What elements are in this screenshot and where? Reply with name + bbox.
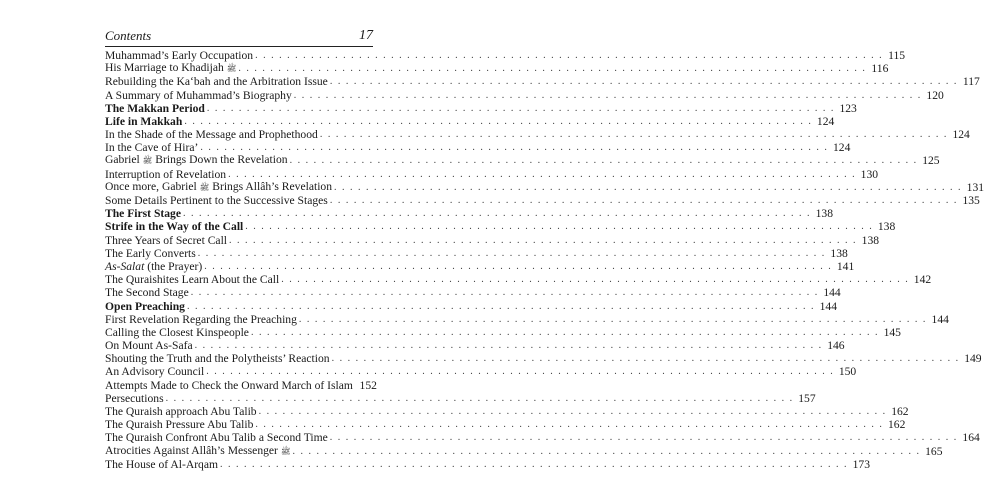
toc-entry-title-text: The Quraishites Learn About the Call [105, 273, 280, 287]
toc-entry-title-text: Once more, Gabriel [105, 179, 197, 193]
toc-entry-page: 138 [861, 233, 880, 247]
toc-entry-title [105, 313, 299, 326]
running-header-title: Contents [105, 28, 152, 43]
toc-entry-title [105, 180, 334, 194]
toc-entry-title-text: Open Preaching [105, 299, 185, 313]
toc-entry-page: 120 [926, 88, 944, 102]
toc-entry [105, 194, 980, 208]
toc-entry-title-text: Gabriel [105, 153, 140, 167]
toc-entry-title [105, 115, 184, 128]
toc-entry [105, 207, 833, 221]
toc-entry-page: 115 [888, 48, 906, 62]
toc-entry-title-text: Persecutions [105, 391, 164, 405]
dot-leader [195, 339, 823, 352]
toc-entry-title-text: The Quraish approach Abu Talib [105, 405, 257, 419]
toc-entry-title [105, 234, 229, 247]
toc-entry-page: 157 [798, 391, 816, 405]
running-header-page-number: 17 [359, 28, 373, 43]
toc-entry-page: 124 [832, 141, 851, 155]
toc-entry-title-text: A Summary of Muhammad’s Biography [105, 88, 292, 102]
dot-leader [204, 260, 832, 273]
dot-leader [184, 115, 812, 128]
dot-leader [187, 300, 815, 313]
toc-entry [105, 114, 835, 128]
toc-entry-title-text: Brings Down the Revelation [155, 153, 288, 167]
toc-entry [105, 88, 944, 102]
toc-entry [105, 339, 845, 353]
toc-entry-title-text: Strife in the Way of the Call [105, 220, 244, 234]
toc-entry-page: 144 [931, 312, 949, 326]
toc-entry-title [105, 352, 332, 365]
toc-entry-title-text: Life in Makkah [105, 114, 183, 128]
toc-entry [105, 233, 880, 247]
toc-entry-title [105, 326, 251, 339]
toc-entry-title-text: An Advisory Council [105, 365, 205, 379]
dot-leader [166, 392, 794, 405]
toc-entry-page: 117 [962, 75, 980, 89]
salutation-mark: ﷺ [142, 156, 153, 166]
toc-entry-title [105, 379, 355, 392]
toc-entry [105, 365, 857, 379]
toc-entry-title [105, 75, 330, 88]
toc-entry-page: 162 [888, 418, 906, 432]
toc-entry-page: 138 [830, 246, 848, 260]
toc-entry-title-text: Interruption of Revelation [105, 167, 227, 181]
toc-entry [105, 101, 857, 115]
salutation-mark: ﷺ [280, 446, 291, 456]
toc-entry-title-text: The First Stage [105, 207, 181, 221]
toc-entry [105, 299, 837, 313]
toc-entry [105, 75, 980, 89]
toc-entry [105, 128, 970, 142]
toc-entry-title [105, 260, 204, 273]
toc-entry-title-text: In the Cave of Hira’ [105, 141, 199, 155]
toc-entry-page: 124 [816, 114, 835, 128]
toc-entry-title-text: Calling the Closest Kinspeople [105, 325, 249, 339]
toc-entry [105, 61, 889, 76]
dot-leader [294, 89, 922, 102]
toc-entry-title-text: The Second Stage [105, 286, 189, 300]
toc-entry-title-text: The Quraish Pressure Abu Talib [105, 418, 254, 432]
toc-entry-title-text: On Mount As-Safa [105, 339, 193, 353]
toc-entry [105, 273, 932, 287]
toc-entry-title [105, 89, 294, 102]
toc-entry-title [105, 273, 281, 286]
toc-entry-page: 124 [952, 128, 970, 142]
toc-entry-page: 141 [836, 259, 855, 273]
toc-entry [105, 352, 982, 366]
dot-leader [207, 102, 835, 115]
toc-entry [105, 418, 906, 432]
dot-leader [281, 273, 909, 286]
dot-leader [330, 75, 958, 88]
toc-entry-title-text: Attempts Made to Check the Onward March of Islam [105, 378, 353, 392]
toc-entry [105, 153, 940, 168]
dot-leader [255, 49, 883, 62]
toc-entry [105, 391, 816, 405]
salutation-mark: ﷺ [226, 64, 237, 74]
toc-entry-page: 164 [962, 431, 980, 445]
dot-leader [334, 181, 962, 194]
toc-entry [105, 325, 901, 339]
salutation-mark: ﷺ [199, 182, 210, 192]
toc-entry-title-text: Three Years of Secret Call [105, 233, 228, 247]
toc-entry-title-text: His Marriage to Khadijah [105, 61, 224, 75]
toc-entry [105, 405, 909, 419]
toc-entry-title [105, 220, 245, 233]
toc-entry-title [105, 247, 198, 260]
toc-entry-page: 131 [966, 180, 984, 194]
dot-leader [238, 62, 866, 75]
toc-entry-title [105, 300, 187, 313]
dot-leader [330, 194, 958, 207]
toc-entry-title [105, 339, 195, 352]
dot-leader [229, 234, 857, 247]
toc-entry-page: 145 [883, 325, 901, 339]
toc-entry-page: 138 [877, 220, 896, 234]
toc-entry-title-text: Rebuilding the Ka‘bah and the Arbitration Issue [105, 75, 328, 89]
toc-entry-title-text: In the Shade of the Message and Prophethood [105, 128, 318, 142]
dot-leader [251, 326, 879, 339]
toc-entry [105, 286, 841, 300]
dot-leader [220, 458, 848, 471]
dot-leader [299, 313, 927, 326]
dot-leader [183, 207, 811, 220]
toc-entry-title-text: (the Prayer) [147, 259, 203, 273]
toc-entry-title-text: The Quraish Confront Abu Talib a Second Time [105, 431, 328, 445]
toc-entry-title-text: Shouting the Truth and the Polytheists’ Reaction [105, 352, 330, 366]
toc-entry-page: 150 [838, 365, 857, 379]
dot-leader [290, 154, 918, 167]
toc-entry-title [105, 207, 183, 220]
toc-entry-title [105, 405, 259, 418]
toc-entry-page: 146 [827, 339, 845, 353]
table-of-contents [105, 48, 984, 471]
toc-entry-page: 125 [922, 154, 940, 168]
toc-entry-page: 138 [815, 207, 833, 221]
dot-leader [198, 247, 826, 260]
toc-entry-title-text: Brings Allâh’s Revelation [212, 179, 333, 193]
dot-leader [332, 352, 960, 365]
running-header [105, 28, 373, 44]
toc-entry [105, 179, 984, 194]
toc-entry-page: 144 [819, 299, 837, 313]
toc-entry-page: 162 [891, 405, 909, 419]
toc-entry-title-text: First Revelation Regarding the Preaching [105, 312, 297, 326]
toc-entry [105, 443, 943, 458]
toc-entry-title [105, 194, 330, 207]
toc-entry-page: 123 [839, 101, 857, 115]
dot-leader [200, 141, 828, 154]
dot-leader [206, 365, 834, 378]
toc-entry-title [105, 286, 191, 299]
toc-entry [105, 378, 377, 392]
toc-entry [105, 312, 949, 326]
header-rule [105, 46, 373, 47]
toc-entry-title-text: The Makkan Period [105, 101, 205, 115]
toc-entry-title-text: Some Details Pertinent to the Successive Stages [105, 194, 328, 208]
toc-entry-page: 116 [871, 62, 889, 76]
toc-entry-title [105, 153, 290, 167]
toc-entry [105, 220, 896, 234]
dot-leader [259, 405, 887, 418]
dot-leader [330, 431, 958, 444]
toc-entry-page: 144 [823, 286, 841, 300]
toc-entry-title-text: Muhammad’s Early Occupation [105, 48, 254, 62]
toc-entry-page: 142 [913, 273, 932, 287]
dot-leader [320, 128, 948, 141]
toc-entry-page: 165 [925, 444, 943, 458]
toc-entry-title [105, 128, 320, 141]
toc-entry-title-italic: As-Salat [105, 259, 145, 273]
toc-entry-title [105, 444, 293, 458]
toc-entry-title [105, 61, 238, 75]
toc-entry-page: 173 [852, 457, 871, 471]
toc-entry-page: 149 [964, 352, 982, 366]
dot-leader [293, 445, 921, 458]
toc-entry-page: 135 [962, 194, 980, 208]
toc-entry-title [105, 458, 220, 471]
toc-entry [105, 259, 855, 273]
dot-leader [245, 220, 873, 233]
dot-leader [191, 286, 819, 299]
toc-entry-page: 130 [860, 167, 879, 181]
toc-entry-title [105, 365, 206, 378]
toc-entry-title [105, 102, 207, 115]
toc-entry [105, 246, 848, 260]
toc-entry [105, 457, 871, 471]
toc-entry-title-text: The House of Al-Arqam [105, 457, 219, 471]
toc-entry-page: 152 [359, 378, 377, 392]
dot-leader [255, 418, 883, 431]
toc-entry-title-text: Atrocities Against Allâh’s Messenger [105, 443, 278, 457]
toc-entry-title [105, 418, 255, 431]
toc-entry-title [105, 392, 166, 405]
toc-entry-title-text: The Early Converts [105, 246, 196, 260]
